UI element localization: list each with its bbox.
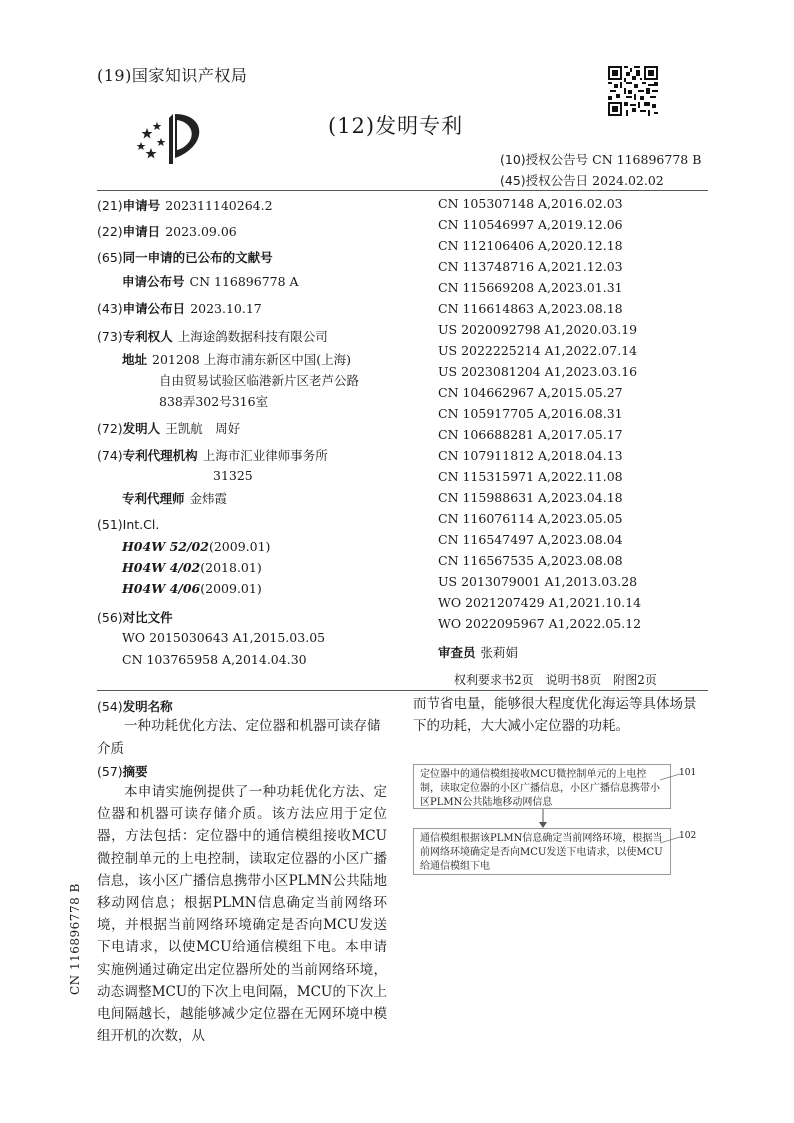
field-agent: 专利代理师 金炜霞: [122, 491, 228, 506]
cited-doc: CN 116547497 A,2023.08.04: [438, 532, 623, 547]
cited-doc: CN 105307148 A,2016.02.03: [438, 196, 623, 211]
title-heading: (54)发明名称: [97, 699, 173, 714]
cited-doc: CN 116567535 A,2023.08.08: [438, 553, 623, 568]
cited-doc: US 2013079001 A1,2013.03.28: [438, 574, 638, 589]
cited-doc: CN 107911812 A,2018.04.13: [438, 448, 623, 463]
field-address: 地址 201208 上海市浦东新区中国(上海): [122, 352, 351, 367]
field-cited: (56)对比文件: [97, 610, 173, 625]
ipc-entry: H04W 4/06(2009.01): [122, 581, 262, 596]
cited-doc: CN 110546997 A,2019.12.06: [438, 217, 623, 232]
patent-type: (12)发明专利: [328, 114, 464, 138]
cited-doc: CN 103765958 A,2014.04.30: [122, 652, 307, 667]
cited-doc: WO 2021207429 A1,2021.10.14: [438, 595, 642, 610]
cited-doc: CN 115988631 A,2023.04.18: [438, 490, 623, 505]
ipc-entry: H04W 52/02(2009.01): [122, 539, 271, 554]
qr-code-icon: [608, 66, 658, 116]
flow-step-102: 通信模组根据该PLMN信息确定当前网络环境，根据当前网络环境确定是否向MCU发送下电请求，以使MCU给通信模组下电: [413, 828, 671, 875]
invention-title: 一种功耗优化方法、定位器和机器可读存储介质: [97, 718, 381, 757]
flow-arrow-icon: [538, 809, 548, 829]
leader-line-icon: [660, 772, 682, 782]
flow-step-label: 102: [679, 831, 697, 841]
field-agency-code: 31325: [213, 468, 253, 483]
abstract-heading: (57)摘要: [97, 764, 148, 779]
side-pub-number: CN 116896778 B: [68, 883, 82, 995]
cited-doc: CN 106688281 A,2017.05.17: [438, 427, 623, 442]
field-patentee: (73)专利权人 上海途鸽数据科技有限公司: [97, 329, 328, 344]
cnipa-logo-icon: [133, 108, 208, 168]
field-address-line2: 自由贸易试验区临港新片区老芦公路: [159, 373, 360, 388]
divider-middle: [97, 690, 708, 691]
field-app-pub-date: (43)申请公布日 2023.10.17: [97, 301, 262, 316]
field-inventors: (72)发明人 王凯航 周好: [97, 421, 241, 436]
ipc-entry: H04W 4/02(2018.01): [122, 560, 262, 575]
field-address-line3: 838弄302号316室: [159, 394, 269, 409]
field-app-no: (21)申请号 202311140264.2: [97, 198, 273, 213]
grant-pub-date: (45)授权公告日 2024.02.02: [500, 173, 664, 188]
cited-doc: CN 112106406 A,2020.12.18: [438, 238, 623, 253]
flow-step-101: 定位器中的通信模组接收MCU微控制单元的上电控制，读取定位器的小区广播信息，小区广播信息携带小区PLMN公共陆地移动网信息: [413, 764, 671, 809]
cited-doc: CN 105917705 A,2016.08.31: [438, 406, 623, 421]
grant-pub-no: (10)授权公告号 CN 116896778 B: [500, 152, 702, 167]
field-same-app: (65)同一申请的已公布的文献号: [97, 250, 273, 265]
leader-line-icon: [660, 835, 682, 845]
cited-doc: CN 113748716 A,2021.12.03: [438, 259, 623, 274]
cited-doc: WO 2022095967 A1,2022.05.12: [438, 616, 642, 631]
field-app-pub-no: 申请公布号 CN 116896778 A: [122, 274, 299, 289]
cited-doc: US 2022225214 A1,2022.07.14: [438, 343, 638, 358]
cited-doc: US 2023081204 A1,2023.03.16: [438, 364, 638, 379]
field-app-date: (22)申请日 2023.09.06: [97, 224, 237, 239]
office-name: (19)国家知识产权局: [97, 66, 248, 85]
divider-top: [97, 190, 708, 191]
cited-doc: WO 2015030643 A1,2015.03.05: [122, 630, 326, 645]
abstract-text-continued: 而节省电量，能够很大程度优化海运等具体场景下的功耗，大大减小定位器的功耗。: [413, 696, 697, 735]
cited-doc: CN 116076114 A,2023.05.05: [438, 511, 623, 526]
abstract-text: 本申请实施例提供了一种功耗优化方法、定位器和机器可读存储介质。该方法应用于定位器，方法包括：定位器中的通信模组接收MCU微控制单元的上电控制，读取定位器的小区广播信息，该小区广播信息携带小区PLMN公共陆地移动网信息；根据PLMN信息确定当前网络环境，并根据当前网络环境确定是否向MCU发送下电请求，以使MCU给通信模组下电。本申请实施例通过确定出定位器所处的当前网络环境，动态调整MCU的下次上电间隔，MCU的下次上电间隔越长，越能够减少定位器在无网环境中模组开机的次数，从: [97, 784, 387, 1045]
cited-doc: CN 116614863 A,2023.08.18: [438, 301, 623, 316]
examiner: 审查员 张莉娟: [438, 645, 519, 660]
flow-step-label: 101: [679, 768, 697, 778]
page-counts: 权利要求书2页 说明书8页 附图2页: [454, 673, 657, 687]
cited-doc: CN 115669208 A,2023.01.31: [438, 280, 623, 295]
field-agency: (74)专利代理机构 上海市汇业律师事务所: [97, 448, 328, 463]
field-intcl: (51)Int.Cl.: [97, 517, 160, 532]
cited-doc: US 2020092798 A1,2020.03.19: [438, 322, 638, 337]
cited-doc: CN 115315971 A,2022.11.08: [438, 469, 623, 484]
cited-doc: CN 104662967 A,2015.05.27: [438, 385, 623, 400]
